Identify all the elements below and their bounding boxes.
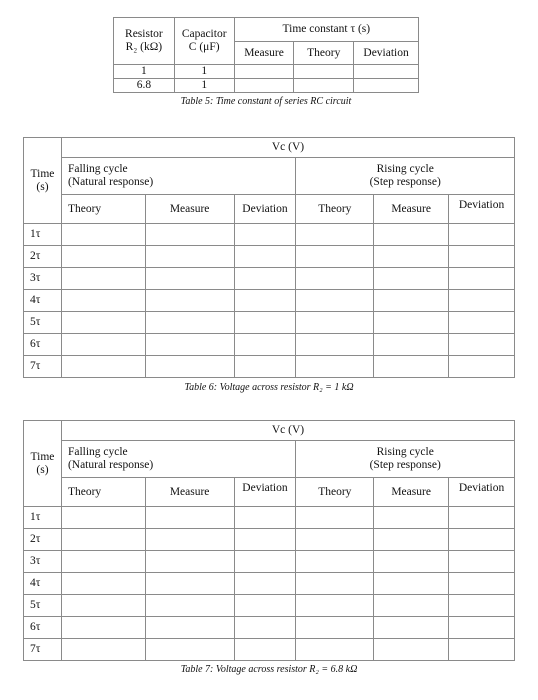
data-cell[interactable] <box>296 356 374 378</box>
data-cell[interactable] <box>145 617 234 639</box>
data-cell[interactable] <box>296 639 374 661</box>
data-cell[interactable] <box>145 551 234 573</box>
header-rising-cycle: Rising cycle (Step response) <box>296 158 515 195</box>
data-cell[interactable] <box>145 334 234 356</box>
data-cell[interactable] <box>61 224 145 246</box>
data-cell[interactable] <box>296 224 374 246</box>
cell-capacitor: 1 <box>174 65 234 79</box>
data-cell[interactable] <box>234 312 296 334</box>
data-cell[interactable] <box>374 507 449 529</box>
data-cell[interactable] <box>234 507 296 529</box>
data-cell[interactable] <box>145 246 234 268</box>
header-deviation: Deviation <box>234 478 296 507</box>
header-measure: Measure <box>374 478 449 507</box>
table-row <box>24 573 515 595</box>
data-cell[interactable] <box>374 617 449 639</box>
time-cell: 5τ <box>24 312 62 334</box>
time-cell: 2τ <box>24 246 62 268</box>
header-resistor: Resistor R₂ (kΩ) <box>114 18 175 65</box>
time-cell: 2τ <box>24 529 62 551</box>
table-row <box>24 290 515 312</box>
cell-measure[interactable] <box>234 79 294 93</box>
time-cell: 3τ <box>24 551 62 573</box>
table-row <box>24 617 515 639</box>
data-cell[interactable] <box>374 290 449 312</box>
data-cell[interactable] <box>374 268 449 290</box>
header-time-constant: Time constant τ (s) <box>234 18 418 42</box>
data-cell[interactable] <box>449 224 515 246</box>
data-cell[interactable] <box>296 595 374 617</box>
data-cell[interactable] <box>234 356 296 378</box>
data-cell[interactable] <box>234 573 296 595</box>
data-cell[interactable] <box>374 573 449 595</box>
data-cell[interactable] <box>61 595 145 617</box>
data-cell[interactable] <box>449 507 515 529</box>
data-cell[interactable] <box>374 312 449 334</box>
table-6-caption: Table 6: Voltage across resistor R₂ = 1 kΩ <box>184 382 354 393</box>
header-measure: Measure <box>234 42 294 65</box>
data-cell[interactable] <box>296 246 374 268</box>
data-cell[interactable] <box>145 224 234 246</box>
data-cell[interactable] <box>145 639 234 661</box>
header-theory: Theory <box>294 42 354 65</box>
data-cell[interactable] <box>145 290 234 312</box>
table-row <box>24 507 515 529</box>
data-cell[interactable] <box>145 268 234 290</box>
data-cell[interactable] <box>234 551 296 573</box>
header-theory: Theory <box>296 195 374 224</box>
header-theory: Theory <box>296 478 374 507</box>
data-cell[interactable] <box>296 507 374 529</box>
cell-deviation[interactable] <box>354 79 419 93</box>
header-falling-cycle: Falling cycle (Natural response) <box>61 158 295 195</box>
data-cell[interactable] <box>145 312 234 334</box>
data-cell[interactable] <box>234 224 296 246</box>
time-cell: 4τ <box>24 573 62 595</box>
header-deviation: Deviation <box>449 195 515 224</box>
data-cell[interactable] <box>449 639 515 661</box>
data-cell[interactable] <box>145 356 234 378</box>
data-cell[interactable] <box>449 312 515 334</box>
data-cell[interactable] <box>61 551 145 573</box>
table-row <box>24 595 515 617</box>
data-cell[interactable] <box>374 224 449 246</box>
cell-resistor: 6.8 <box>114 79 175 93</box>
data-cell[interactable] <box>374 356 449 378</box>
header-vc: Vc (V) <box>61 138 514 158</box>
data-cell[interactable] <box>449 356 515 378</box>
data-cell[interactable] <box>296 268 374 290</box>
time-cell: 7τ <box>24 639 62 661</box>
table-row <box>24 312 515 334</box>
header-deviation: Deviation <box>234 195 296 224</box>
data-cell[interactable] <box>145 595 234 617</box>
data-cell[interactable] <box>61 617 145 639</box>
header-theory: Theory <box>61 478 145 507</box>
table-6 <box>23 137 515 378</box>
data-cell[interactable] <box>61 507 145 529</box>
table-5-caption: Table 5: Time constant of series RC circuit <box>180 96 352 107</box>
time-cell: 7τ <box>24 356 62 378</box>
data-cell[interactable] <box>374 639 449 661</box>
data-cell[interactable] <box>61 334 145 356</box>
data-cell[interactable] <box>296 617 374 639</box>
time-cell: 5τ <box>24 595 62 617</box>
data-cell[interactable] <box>61 573 145 595</box>
header-vc: Vc (V) <box>61 421 514 441</box>
cell-theory[interactable] <box>294 65 354 79</box>
header-deviation: Deviation <box>449 478 515 507</box>
data-cell[interactable] <box>61 246 145 268</box>
time-cell: 6τ <box>24 617 62 639</box>
header-capacitor: Capacitor C (μF) <box>174 18 234 65</box>
data-cell[interactable] <box>449 551 515 573</box>
header-measure: Measure <box>145 195 234 224</box>
data-cell[interactable] <box>374 334 449 356</box>
data-cell[interactable] <box>234 529 296 551</box>
table-7-caption: Table 7: Voltage across resistor R₂ = 6.8 kΩ <box>180 664 358 675</box>
data-cell[interactable] <box>296 551 374 573</box>
data-cell[interactable] <box>61 639 145 661</box>
data-cell[interactable] <box>234 639 296 661</box>
data-cell[interactable] <box>234 334 296 356</box>
data-cell[interactable] <box>374 595 449 617</box>
data-cell[interactable] <box>374 529 449 551</box>
data-cell[interactable] <box>234 246 296 268</box>
data-cell[interactable] <box>296 573 374 595</box>
data-cell[interactable] <box>449 334 515 356</box>
data-cell[interactable] <box>449 529 515 551</box>
data-cell[interactable] <box>374 551 449 573</box>
table-row <box>24 246 515 268</box>
data-cell[interactable] <box>296 290 374 312</box>
table-7 <box>23 420 515 661</box>
data-cell[interactable] <box>145 507 234 529</box>
data-cell[interactable] <box>145 573 234 595</box>
header-deviation: Deviation <box>354 42 419 65</box>
table-row <box>24 268 515 290</box>
data-cell[interactable] <box>296 334 374 356</box>
header-time: Time (s) <box>24 421 62 507</box>
data-cell[interactable] <box>296 312 374 334</box>
data-cell[interactable] <box>234 595 296 617</box>
table-row <box>24 224 515 246</box>
table-row <box>24 356 515 378</box>
data-cell[interactable] <box>449 573 515 595</box>
data-cell[interactable] <box>61 529 145 551</box>
header-rising-cycle: Rising cycle (Step response) <box>296 441 515 478</box>
cell-theory[interactable] <box>294 79 354 93</box>
table-row <box>24 551 515 573</box>
header-time: Time (s) <box>24 138 62 224</box>
data-cell[interactable] <box>61 268 145 290</box>
time-cell: 6τ <box>24 334 62 356</box>
data-cell[interactable] <box>449 617 515 639</box>
cell-resistor: 1 <box>114 65 175 79</box>
data-cell[interactable] <box>449 595 515 617</box>
data-cell[interactable] <box>449 268 515 290</box>
data-cell[interactable] <box>61 356 145 378</box>
data-cell[interactable] <box>145 529 234 551</box>
data-cell[interactable] <box>61 312 145 334</box>
data-cell[interactable] <box>374 246 449 268</box>
table-5 <box>113 17 419 93</box>
header-theory: Theory <box>61 195 145 224</box>
cell-capacitor: 1 <box>174 79 234 93</box>
time-cell: 1τ <box>24 224 62 246</box>
data-cell[interactable] <box>234 290 296 312</box>
table-row <box>24 529 515 551</box>
cell-deviation[interactable] <box>354 65 419 79</box>
data-cell[interactable] <box>296 529 374 551</box>
table-row <box>24 334 515 356</box>
data-cell[interactable] <box>449 246 515 268</box>
table-row <box>24 639 515 661</box>
time-cell: 3τ <box>24 268 62 290</box>
header-falling-cycle: Falling cycle (Natural response) <box>61 441 295 478</box>
data-cell[interactable] <box>61 290 145 312</box>
header-measure: Measure <box>374 195 449 224</box>
time-cell: 1τ <box>24 507 62 529</box>
time-cell: 4τ <box>24 290 62 312</box>
data-cell[interactable] <box>449 290 515 312</box>
cell-measure[interactable] <box>234 65 294 79</box>
header-measure: Measure <box>145 478 234 507</box>
data-cell[interactable] <box>234 617 296 639</box>
data-cell[interactable] <box>234 268 296 290</box>
